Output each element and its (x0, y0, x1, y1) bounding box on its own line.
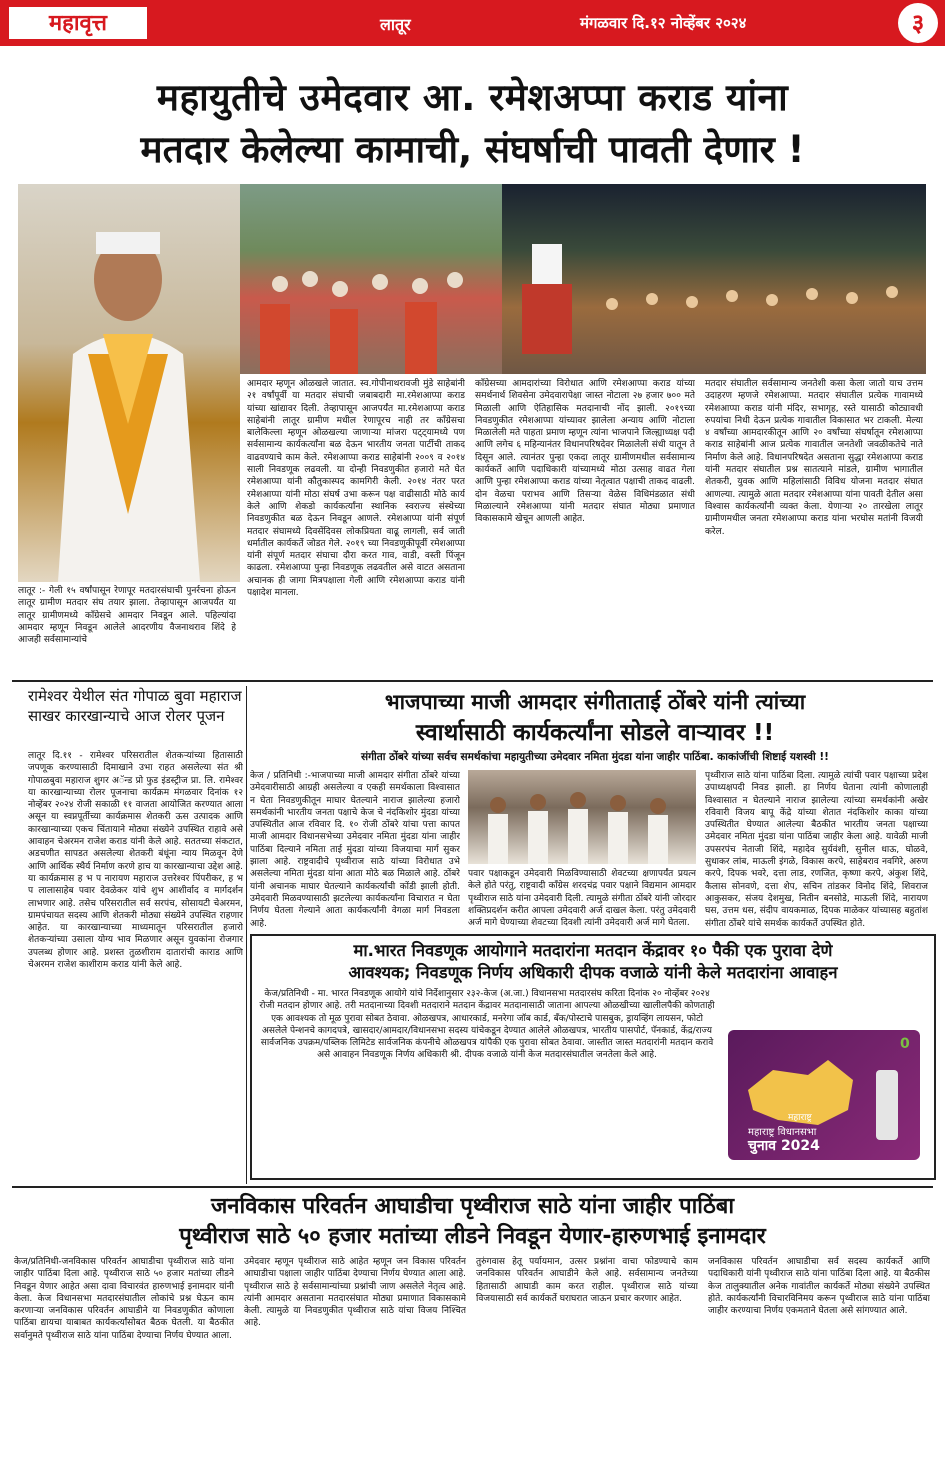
divider-bottom (12, 1186, 933, 1188)
sathe-headline-2: पृथ्वीराज साठे ५० हजार मतांच्या लीडने निवडून येणार-हारुणभाई इनामदार (179, 1224, 766, 1249)
thombare-headline-2: स्वार्थासाठी कार्यकर्त्यांना सोडले वाऱ्यावर !! (415, 720, 775, 746)
election-headline-2: आवश्यक; निवडणूक निर्णय अधिकारी दीपक वजाळे यांनी केले मतदारांना आवाहन (348, 963, 838, 982)
lead-column-3: मतदार संघातील सर्वसामान्य जनतेशी कसा केला जातो याच उत्तम उदाहरण म्हणजे रमेशआप्पा. मतदार संघातील प्रत्येक गावामध्ये रमेशआप्पा कराड यांनी मंदिर, सभागृह, रस्ते यासाठी कोट्यावधी रुपयांचा निधी देऊन प्रत्येक गावातील विकासात भर टाकली. मेल्या ४ वर्षांच्या आमदारकीतून आणि २० वर्षांच्या संघर्षातून रमेशआप्पा कराड साहेबांनी आज प्रत्येक गावातील जनतेशी जवळीकतेचे नाते निर्माण केले आहे. विधानपरिषदेत असताना सुद्धा रमेशआप्पा कराड यांनी मतदार संघातील प्रश्न सातत्याने मांडले, ग्रामीण भागातील शेतकरी, युवक आणि महिलांसाठी विविध योजना मतदार संघात आणल्या. त्यामुळे आता मतदार रमेशआप्पा यांना पावती देतील असा विश्वास कार्यकर्त्यांनी व्यक्त केला. येणाऱ्या २० तारखेला लातूर ग्रामीणमधील जनता रमेशआप्पा कराड यांना भरघोस मतांनी विजयी करेल. (705, 379, 923, 537)
sathe-headline-1: जनविकास परिवर्तन आघाडीचा पृथ्वीराज साठे यांना जाहीर पाठिंबा (210, 1194, 735, 1219)
lead-headline-1: महायुतीचे उमेदवार आ. रमेशअप्पा कराड यांना (156, 76, 789, 119)
divider-vertical (246, 686, 247, 1184)
election-logo (728, 1030, 920, 1160)
lead-headline-2: मतदार केलेल्या कामाची, संघर्षाची पावती देणार ! (140, 128, 805, 171)
sathe-column-4: जनविकास परिवर्तन आघाडीचा सर्व सदस्य कार्यकर्ते आणि पदाधिकारी यांनी पृथ्वीराज साठे यांना पाठिंबा दिला आहे. या बैठकीस केज तालुक्यातील अनेक गावांतील कार्यकर्ते मोठ्या संख्येने उपस्थित होते. कार्यकर्त्यांनी विचारविनिमय करून पृथ्वीराज साठे यांना पाठिंबा जाहीर करण्याचा निर्णय एकमताने घेतला असे सांगण्यात आले. (708, 1257, 930, 1317)
masthead-bar (0, 0, 945, 46)
election-headline-1: मा.भारत निवडणूक आयोगाने मतदारांना मतदान केंद्रावर १० पैकी एक पुरावा देणे (353, 941, 833, 960)
divider-lead (12, 680, 933, 682)
lead-caption: लातूर :- गेली १५ वर्षांपासून रेणापूर मतदारसंघाची पुनर्रचना होऊन लातूर ग्रामीण मतदार संघ तयार झाला. तेव्हापासून आजपर्यंत या लातूर ग्रामीणमध्ये काँग्रेसचे आमदार निवडून आले. पहिल्यांदा आमदार म्हणून निवडून आलेले आदरणीय वैजनाथराव शिंदे हे आजही सर्वसामान्यांचे (18, 586, 236, 646)
logo-digit: 0 (900, 1036, 910, 1052)
thombare-headline-1: भाजपाच्या माजी आमदार संगीताताई ठोंबरे यांनी त्यांच्या (384, 690, 806, 714)
logo-subtitle: चुनाव 2024 (748, 1138, 820, 1154)
lead-photo-meeting (502, 184, 926, 374)
meeting-crowd (502, 184, 926, 374)
lead-column-1: आमदार म्हणून ओळखले जातात. स्व.गोपीनाथरावजी मुंडे साहेबांनी २१ वर्षांपूर्वी या मतदार संघाची जबाबदारी मा.रमेशआप्पा कराड यांच्या खांद्यावर दिली. तेव्हापासून आजपर्यंत मा.रमेशआप्पा कराड साहेबांनी लातूर ग्रामीण मधील रेणापूरच नाही तर काँग्रेसचा बालेकिल्ला म्हणून ओळखल्या जाणाऱ्या मांजरा पट्ट्यामध्ये पण सर्वसामान्य कार्यकर्त्यांना बळ देऊन भारतीय जनता पार्टीची ताकद वाढवण्याचे काम केले. रमेशआप्पा कराड साहेबांनी २००९ व २०१४ साली निवडणूक लढवली. या दोन्ही निवडणुकीत हजारो मते घेत रमेशआप्पा यांनी कौतुकास्पद कामगिरी केली. २०१४ नंतर परत रमेशआप्पा यांनी मोठा संघर्ष उभा करून पक्ष वाढीसाठी मोठे कार्य केले आणि शेकडो कार्यकर्त्यांना स्थानिक स्वराज्य संस्थेच्या निवडणुकीत बळ देऊन निवडून आणले. रमेशआप्पा यांनी संपूर्ण मतदार संघामध्ये दिवसेंदिवस लोकप्रियता वाढू लागली, सर्व जाती धर्मातील कार्यकर्ते जोडत गेले. २०१९ च्या निवडणुकीपूर्वी रमेशआप्पा यांनी संपूर्ण मतदार संघाचा दौरा करत गाव, वाडी, वस्ती पिंजून काढला. रमेशआप्पा पुन्हा निवडणूक लढवतील असे वाटत असताना अचानक ही जागा मित्रपक्षाला गेली आणि रमेशआप्पा कराड यांनी पक्षादेश मानला. (247, 379, 465, 599)
thombare-column-1: केज / प्रतिनिधी :-भाजपाच्या माजी आमदार संगीता ठोंबरे यांच्या उमेदवारीसाठी आग्रही असलेल्या व एकही समर्थकाला विश्वासात न घेता निवडणुकीतून माघार घेतल्याने नाराज झालेल्या हजारो समर्थकांनी भारतीय जनता पक्षाचे केज चे नंदकिशोर मुंदडा यांच्या उपस्थितीत आज रविवार दि. १० रोजी ठोंबरे यांचा पत्ता कापत माजी आमदार विधानसभेच्या उमेदवार नमिता मुंदडा यांना जाहीर पाठिंबा दिल्याने नमिता ताई मुंदडा यांच्या विजयाचा मार्ग सुकर झाला आहे. राष्ट्रवादीचे पृथ्वीराज साठे यांच्या विरोधात उभे असलेल्या नमिता मुंदडा यांना आता मोठे बळ मिळाले आहे. ठोंबरे यांनी अचानक माघार घेतल्याने कार्यकर्त्यांची कोंडी झाली होती. उमेदवारी मिळवण्यासाठी झटलेल्या कार्यकर्त्यांना विचारात न घेता निर्णय घेतला गेल्याने आता कार्यकर्त्यांनी वेगळा मार्ग निवडला आहे. (250, 771, 460, 929)
rally-crowd (240, 184, 502, 374)
page-number (898, 3, 938, 43)
logo-title: महाराष्ट्र विधानसभा (748, 1127, 817, 1138)
page-number-text: ३ (911, 9, 925, 37)
sathe-column-2: उमेदवार म्हणून पृथ्वीराज साठे आहेत म्हणून जन विकास परिवर्तन आघाडीचा पक्षाला जाहीर पाठिंबा देण्याचा निर्णय घेण्यात आला आहे. पृथ्वीराज साठे हे सर्वसामान्यांच्या प्रश्नांची जाण असलेले नेतृत्व आहे. त्यांनी आमदार असताना मतदारसंघात मोठ्या प्रमाणात विकासकामे केली. त्यामुळे या निवडणुकीत पृथ्वीराज साठे यांचा विजय निश्चित आहे. (244, 1257, 466, 1329)
sant-text: लातूर दि.११ - रामेश्वर परिसरातील शेतकऱ्यांच्या हितासाठी जपणूक करण्यासाठी दिमाखाने उभा राहत असलेल्या संत श्री गोपाळबुवा महाराज शुगर अॅन्ड प्रो फुड इंडस्ट्रीज प्रा. लि. रामेश्वर या कारखान्याच्या रोलर पूजनाचा कार्यक्रम मंगळवार दिनांक १२ नोव्हेंबर २०२४ रोजी सकाळी ११ वाजता आयोजित करण्यात आला असून या स्वप्नपूर्तीच्या कार्यक्रमास शेतकरी ऊस उत्पादक आणि कारखान्याच्या एकच चिंतायाने मोठ्या संख्येने उपस्थित राहावे असे आवाहन चेअरमन राजेश कराड यांनी केले आहे. सततच्या संकटात, अडचणीत सापडत असलेल्या शेतकरी बंधूंना न्याय मिळवून देणे आणि आर्थिक स्थैर्य निर्माण करणे हाच या कारखान्याचा उद्देश आहे. या कार्यक्रमास ह भ प नारायण महाराज उत्तरेश्वर पिंपरीकर, ह भ प लालासाहेब पवार देवळेकर यांचे शुभ आशीर्वाद व मार्गदर्शन लाभणार आहे. तसेच परिसरातील सर्व सरपंच, सोसायटी चेअरमन, ग्रामपंचायत सदस्य आणि शेतकरी मोठ्या संख्येने उपस्थित राहणार आहेत. या कारखान्याच्या माध्यमातून परिसरातील हजारो शेतकऱ्यांच्या उसाला योग्य भाव मिळणार असून युवकांना रोजगार उपलब्ध होणार आहे. प्रशस्त तुळशीराम दातारांची काराड आणि चेअरमन राजेश काशीराम कराड यांनी केले आहे. (28, 751, 243, 971)
thombare-column-2: पवार पक्षाकडून उमेदवारी मिळविण्यासाठी शेवटच्या क्षणापर्यंत प्रयत्न केले होते परंतु, राष्ट्रवादी काँग्रेस शरदचंद्र पवार पक्षाने विद्यमान आमदार पृथ्वीराज साठे यांना उमेदवारी दिली. त्यामुळे संगीता ठोंबरे यांनी जोरदार शक्तिप्रदर्शन करीत आपला उमेदवारी अर्ज दाखल केला. परंतु उमेदवारी अर्ज मागे घेण्याच्या शेवटच्या दिवशी त्यांनी उमेदवारी अर्ज मागे घेतला. (468, 869, 696, 929)
thombare-photo (468, 770, 696, 864)
brand-name: महावृत्त (49, 10, 107, 36)
election-text: केज/प्रतिनिधी - मा. भारत निवडणूक आयोगे यांचे निर्देशानुसार २३२-केज (अ.जा.) विधानसभा मतदारसंघ करिता दिनांक २० नोव्हेंबर २०२४ रोजी मतदान होणार आहे. तरी मतदानाच्या दिवशी मतदाराने मतदान केंद्रावर मतदानासाठी जाताना आपल्या ओळखीच्या खालीलपैकी कोणताही एक आवश्यक तो मूळ पुरावा सोबत ठेवावा. ओळखपत्र, आधारकार्ड, मनरेगा जॉब कार्ड, बँक/पोस्टाचे पासबुक, ड्रायव्हिंग लायसन, फोटो असलेले पेन्शनचे कागदपत्रे, खासदार/आमदार/विधानसभा सदस्य यांचेकडून देण्यात आलेले ओळखपत्र, भारतीय पासपोर्ट, पॅनकार्ड, केंद्र/राज्य सार्वजनिक उपक्रम/पब्लिक लिमिटेड सार्वजनिक कंपनीचे ओळखपत्र यांपैकी एक पुरावा सोबत ठेवावा. जास्तीत जास्त मतदारांनी मतदान करावे असे आवाहन निवडणूक निर्णय अधिकारी श्री. दीपक वजाळे यांनी केज मतदारसंघातील जनतेला केले आहे. (259, 989, 715, 1061)
lead-column-2: कॉंग्रेसच्या आमदारांच्या विरोधात आणि रमेशआप्पा कराड यांच्या समर्थनार्थ शिवसेना उमेदवारापेक्षा जास्त नोटाला २७ हजार ७०० मते मिळाली आणि ऐतिहासिक मतदानाची नोंद झाली. २०१९च्या निवडणुकीत रमेशआप्पा यांच्यावर झालेला अन्याय आणि नोटाला मिळालेली मते पाहता प्रमाण म्हणून त्यांना भाजपाने जिल्ह्याध्यक्ष पदी आणि लगेच ६ महिन्यानंतर विधानपरिषदेवर मिळालेली संधी यातून ते दिसून आले. त्यानंतर पुन्हा एकदा लातूर ग्रामीणमधील सर्वसामान्य कार्यकर्ते आणि पदाधिकारी यांच्यामध्ये मोठा उत्साह वाढत गेला आणि पुन्हा रमेशआप्पा कराड यांच्या नेतृत्वात पक्षाची ताकद वाढली. दोन वेळचा पराभव आणि तिसऱ्या वेळेस विधिमंडळात संधी मिळाल्याने रमेशआप्पा यांनी मतदार संघात मोठ्या प्रमाणात विकासकामे खेचून आणली आहेत. (475, 379, 695, 525)
portrait-figure (18, 184, 240, 582)
sant-headline: रामेश्वर येथील संत गोपाळ बुवा महाराज साखर कारखान्याचे आज रोलर पूजन (28, 687, 242, 725)
header-city: लातूर (380, 15, 411, 34)
header-date: मंगळवार दि.१२ नोव्हेंबर २०२४ (580, 14, 747, 32)
brand-box (8, 6, 148, 40)
lead-photo-rally (240, 184, 502, 374)
logo-state: महाराष्ट्र (788, 1113, 812, 1123)
thombare-subhead: संगीता ठोंबरे यांच्या सर्वच समर्थकांचा महायुतीच्या उमेदवार नमिता मुंदडा यांना जाहीर पाठिंबा. काकांजींची शिष्टाई यशस्वी !! (361, 751, 829, 763)
sathe-column-3: तुरुंगवास हेतू पर्यायमान, उत्सर प्रश्नांना वाचा फोडण्याचे काम जनविकास परिवर्तन आघाडीने केले आहे. सर्वसामान्य जनतेच्या हितासाठी आघाडी काम करत राहील. पृथ्वीराज साठे यांच्या विजयासाठी सर्व कार्यकर्ते घराघरात जाऊन प्रचार करणार आहेत. (476, 1257, 698, 1304)
lead-photo-portrait (18, 184, 240, 582)
sathe-column-1: केज/प्रतिनिधी-जनविकास परिवर्तन आघाडीचा पृथ्वीराज साठे यांना जाहीर पाठिंबा दिला आहे. पृथ्वीराज साठे ५० हजार मतांच्या लीडने निवडून येणार आहेत असा दावा विचारवंत हारुणभाई इनामदार यांनी केला. केज विधानसभा मतदारसंघातील लोकांचे प्रश्न घेऊन काम करणाऱ्या जनविकास परिवर्तन आघाडीने या निवडणुकीत कोणाला पाठिंबा द्यायचा याबाबत कार्यकर्त्यांसोबत बैठक घेतली. या बैठकीत सर्वानुमते पृथ्वीराज साठे यांना पाठिंबा देण्याचा निर्णय घेण्यात आला. (14, 1257, 234, 1341)
thombare-group (468, 770, 696, 864)
thombare-column-3: पृथ्वीराज साठे यांना पाठिंबा दिला. त्यामुळे त्यांची पवार पक्षाच्या प्रदेश उपाध्यक्षपदी निवड झाली. हा निर्णय घेताना त्यांनी कोणालाही विश्वासात न घेतल्याने नाराज झालेल्या त्यांच्या समर्थकांनी अखेर रविवारी विजय बापू केंद्रे यांच्या शेतात नंदकिशोर काका यांच्या उपस्थितीत घेण्यात आलेल्या बैठकीत भारतीय जनता पक्षाच्या उमेदवार नमिता मुंदडा यांना पाठिंबा जाहीर केला आहे. यावेळी माजी उपसरपंच नेताजी शिंदे, महादेव सुर्यवंशी, सुनील धाऊ, घोळवे, सुधाकर लांब, माऊली इंगळे, विकास करपे, साहेबराव नवगिरे, अरुण करपे, दिपक भवरे, दत्ता लाड, रणजित, कृष्णा करपे, अंकुश शिंदे, कैलास सोनवणे, दत्ता शेप, सचिन तांडकर विनोद शिंदे, शिवराज आकुसकर, संजय देशमुख, नितीन बनसोडे, माऊली शिंदे, नारायण घस, उत्तम धस, संदीप वायकमाळ, दिपक माळेकर यांच्यासह बहुतांश संगीता ठोंबरे यांचे समर्थक कार्यकर्ते उपस्थित होते. (705, 771, 928, 929)
